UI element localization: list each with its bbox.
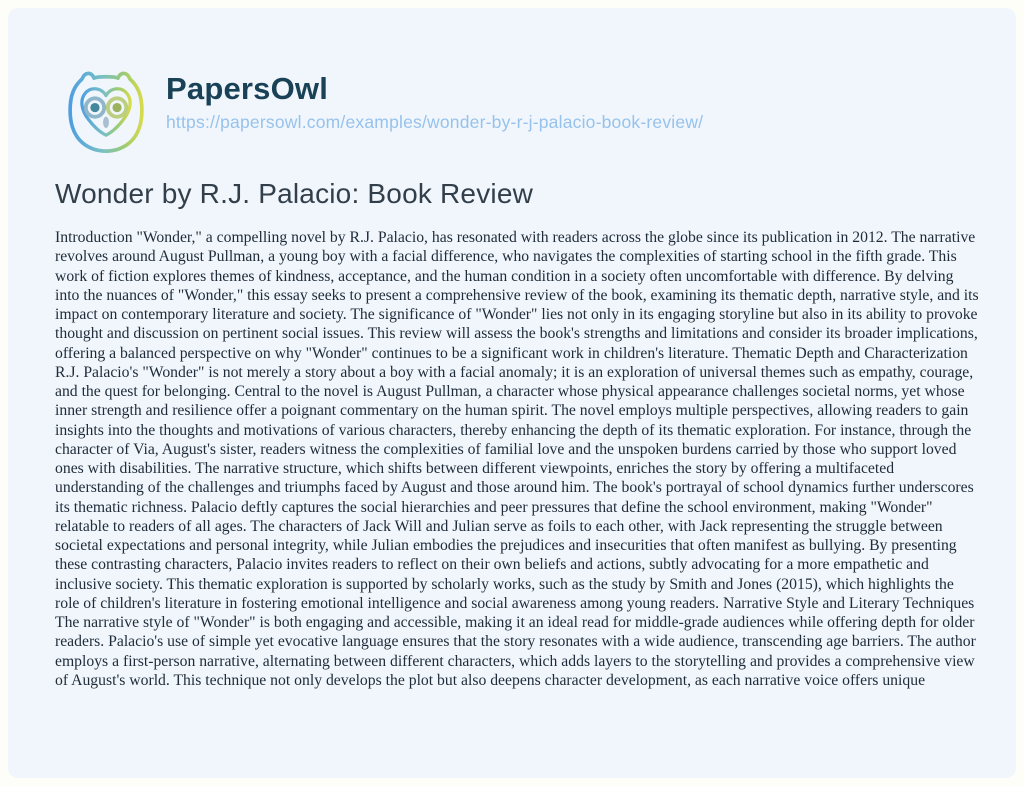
page-panel (8, 8, 1016, 778)
header-text-block (166, 68, 703, 133)
site-header (60, 68, 703, 160)
page-title: Wonder by R.J. Palacio: Book Review (55, 178, 534, 209)
owl-logo-icon (60, 68, 152, 160)
essay-body-text: Introduction "Wonder," a compelling novel by R.J. Palacio, has resonated with readers across the globe since its publication in 2012. The narrative revolves around August Pullman, a young boy with a facial difference, who navigates the complexities of starting school in the fifth grade. This work of fiction explores themes of kindness, acceptance, and the human condition in a society often uncomfortable with difference. By delving into the nuances of "Wonder," this essay seeks to present a comprehensive review of the book, examining its thematic depth, narrative style, and its impact on contemporary literature and society. The significance of "Wonder" lies not only in its engaging storyline but also in its ability to provoke thought and discussion on pertinent social issues. This review will assess the book's strengths and limitations and consider its broader implications, offering a balanced perspective on why "Wonder" continues to be a significant work in children's literature. Thematic Depth and Characterization R.J. Palacio's "Wonder" is not merely a story about a boy with a facial anomaly; it is an exploration of universal themes such as empathy, courage, and the quest for belonging. Central to the novel is August Pullman, a character whose physical appearance challenges societal norms, yet whose inner strength and resilience offer a poignant commentary on the human spirit. The novel employs multiple perspectives, allowing readers to gain insights into the thoughts and motivations of various characters, thereby enhancing the depth of its thematic exploration. For instance, through the character of Via, August's sister, readers witness the complexities of familial love and the unspoken burdens carried by those who support loved ones with disabilities. The narrative structure, which shifts between different viewpoints, enriches the story by offering a multifaceted understanding of the challenges and triumphs faced by August and those around him. The book's portrayal of school dynamics further underscores its thematic richness. Palacio deftly captures the social hierarchies and peer pressures that define the school environment, making "Wonder" relatable to readers of all ages. The characters of Jack Will and Julian serve as foils to each other, with Jack representing the struggle between societal expectations and personal integrity, while Julian embodies the prejudices and insecurities that often manifest as bullying. By presenting these contrasting characters, Palacio invites readers to reflect on their own beliefs and actions, subtly advocating for a more empathetic and inclusive society. This thematic exploration is supported by scholarly works, such as the study by Smith and Jones (2015), which highlights the role of children's literature in fostering emotional intelligence and social awareness among young readers. Narrative Style and Literary Techniques The narrative style of "Wonder" is both engaging and accessible, making it an ideal read for middle-grade audiences while offering depth for older readers. Palacio's use of simple yet evocative language ensures that the story resonates with a wide audience, transcending age barriers. The author employs a first-person narrative, alternating between different characters, which adds layers to the storytelling and provides a comprehensive view of August's world. This technique not only develops the plot but also deepens character development, as each narrative voice offers unique (55, 229, 979, 689)
source-url: https://papersowl.com/examples/wonder-by-r-j-palacio-book-review/ (166, 111, 704, 132)
brand-name: PapersOwl (166, 71, 329, 106)
